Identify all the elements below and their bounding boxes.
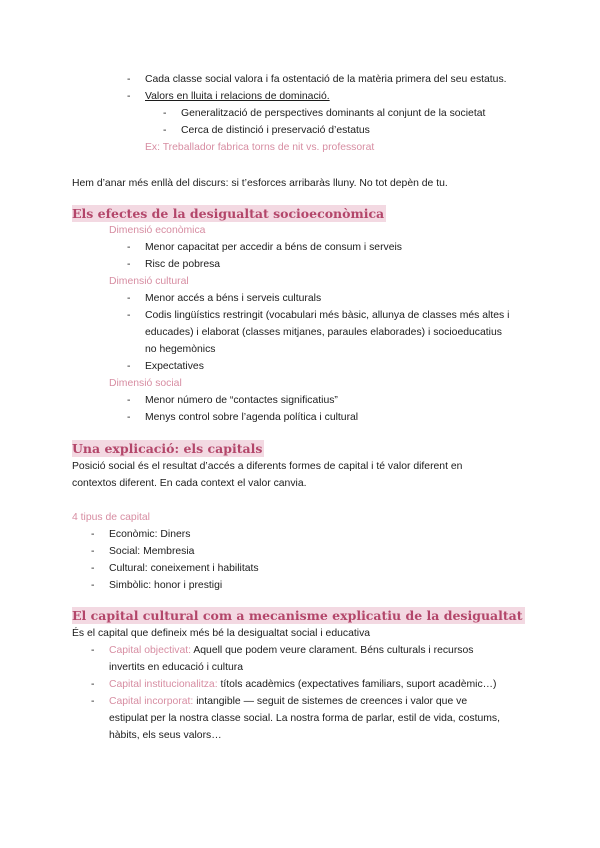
bullet-dash: - — [163, 125, 167, 136]
bullet-dash: - — [163, 108, 167, 119]
types-label: 4 tipus de capital — [72, 512, 150, 523]
capital-label: Capital incorporat: — [109, 696, 194, 707]
section-heading-efectes: Els efectes de la desigualtat socioeconòmica — [72, 206, 385, 221]
list-item: Cultural: coneixement i habilitats — [109, 563, 259, 574]
list-item-continuation: educades) i elaborat (classes mitjanes, paraules elaborades) i socioeducatius — [145, 327, 502, 338]
capital-label: Capital objectivat: — [109, 645, 192, 656]
section-heading-capital-cultural: El capital cultural com a mecanisme explicatiu de la desigualtat — [72, 608, 523, 623]
bullet-dash: - — [91, 563, 95, 574]
bullet-dash: - — [127, 310, 131, 321]
bullet-dash: - — [127, 412, 131, 423]
bullet-dash: - — [127, 91, 131, 102]
list-item: Cada classe social valora i fa ostentació de la matèria primera del seu estatus. — [145, 74, 507, 85]
bullet-dash: - — [127, 361, 131, 372]
list-item: Expectatives — [145, 361, 204, 372]
dimension-label-social: Dimensió social — [109, 378, 182, 389]
bullet-dash: - — [91, 580, 95, 591]
paragraph-line: contextos diferent. En cada context el valor canvia. — [72, 478, 307, 489]
list-item — [109, 644, 473, 658]
list-item-continuation: estipulat per la nostra classe social. La nostra forma de parlar, estil de vida, costums, — [109, 713, 500, 724]
list-item: Codis lingüístics restringit (vocabulari més bàsic, allunya de classes més altes i — [145, 310, 510, 321]
sub-list-item: Generalització de perspectives dominants al conjunt de la societat — [181, 108, 486, 119]
list-item: Risc de pobresa — [145, 259, 221, 270]
list-item-continuation: invertits en educació i cultura — [109, 662, 243, 673]
section-heading-capitals: Una explicació: els capitals — [72, 441, 263, 456]
bullet-dash: - — [91, 696, 95, 707]
list-item: Simbòlic: honor i prestigi — [109, 580, 223, 591]
bullet-dash: - — [127, 293, 131, 304]
list-item: Econòmic: Diners — [109, 529, 191, 540]
bullet-dash: - — [91, 679, 95, 690]
bullet-dash: - — [91, 546, 95, 557]
list-item: Social: Membresia — [109, 546, 195, 557]
quote-paragraph: Hem d’anar més enllà del discurs: si t’esforces arribaràs lluny. No tot depèn de tu. — [72, 178, 448, 189]
capital-text: Aquell que podem veure clarament. Béns culturals i recursos — [193, 645, 474, 656]
dimension-label-cultural: Dimensió cultural — [109, 276, 189, 287]
dimension-label-economica: Dimensió econòmica — [109, 225, 206, 236]
bullet-dash: - — [91, 645, 95, 656]
capital-label: Capital institucionalitza: — [109, 679, 218, 690]
list-item: Menor accés a béns i serveis culturals — [145, 293, 322, 304]
example-note: Ex: Treballador fabrica torns de nit vs. professorat — [145, 142, 375, 153]
capital-text: títols acadèmics (expectatives familiars, suport acadèmic…) — [220, 679, 497, 690]
paragraph-line: Posició social és el resultat d’accés a diferents formes de capital i té valor diferent en — [72, 461, 463, 472]
bullet-dash: - — [127, 242, 131, 253]
list-item: Menor número de “contactes significatius” — [145, 395, 338, 406]
sub-list-item: Cerca de distinció i preservació d’estatus — [181, 125, 370, 136]
list-item — [109, 695, 467, 709]
bullet-dash: - — [127, 259, 131, 270]
list-item-continuation: hàbits, els seus valors… — [109, 730, 222, 741]
bullet-dash: - — [91, 529, 95, 540]
bullet-dash: - — [127, 74, 131, 85]
list-item — [109, 678, 497, 692]
list-item: Valors en lluita i relacions de dominació. — [145, 91, 330, 102]
intro-paragraph: És el capital que defineix més bé la desigualtat social i educativa — [72, 628, 371, 639]
list-item-continuation: no hegemònics — [145, 344, 216, 355]
capital-text: intangible — seguit de sistemes de creences i valor que ve — [196, 696, 468, 707]
list-item: Menor capacitat per accedir a béns de consum i serveis — [145, 242, 403, 253]
list-item: Menys control sobre l’agenda política i cultural — [145, 412, 359, 423]
bullet-dash: - — [127, 395, 131, 406]
